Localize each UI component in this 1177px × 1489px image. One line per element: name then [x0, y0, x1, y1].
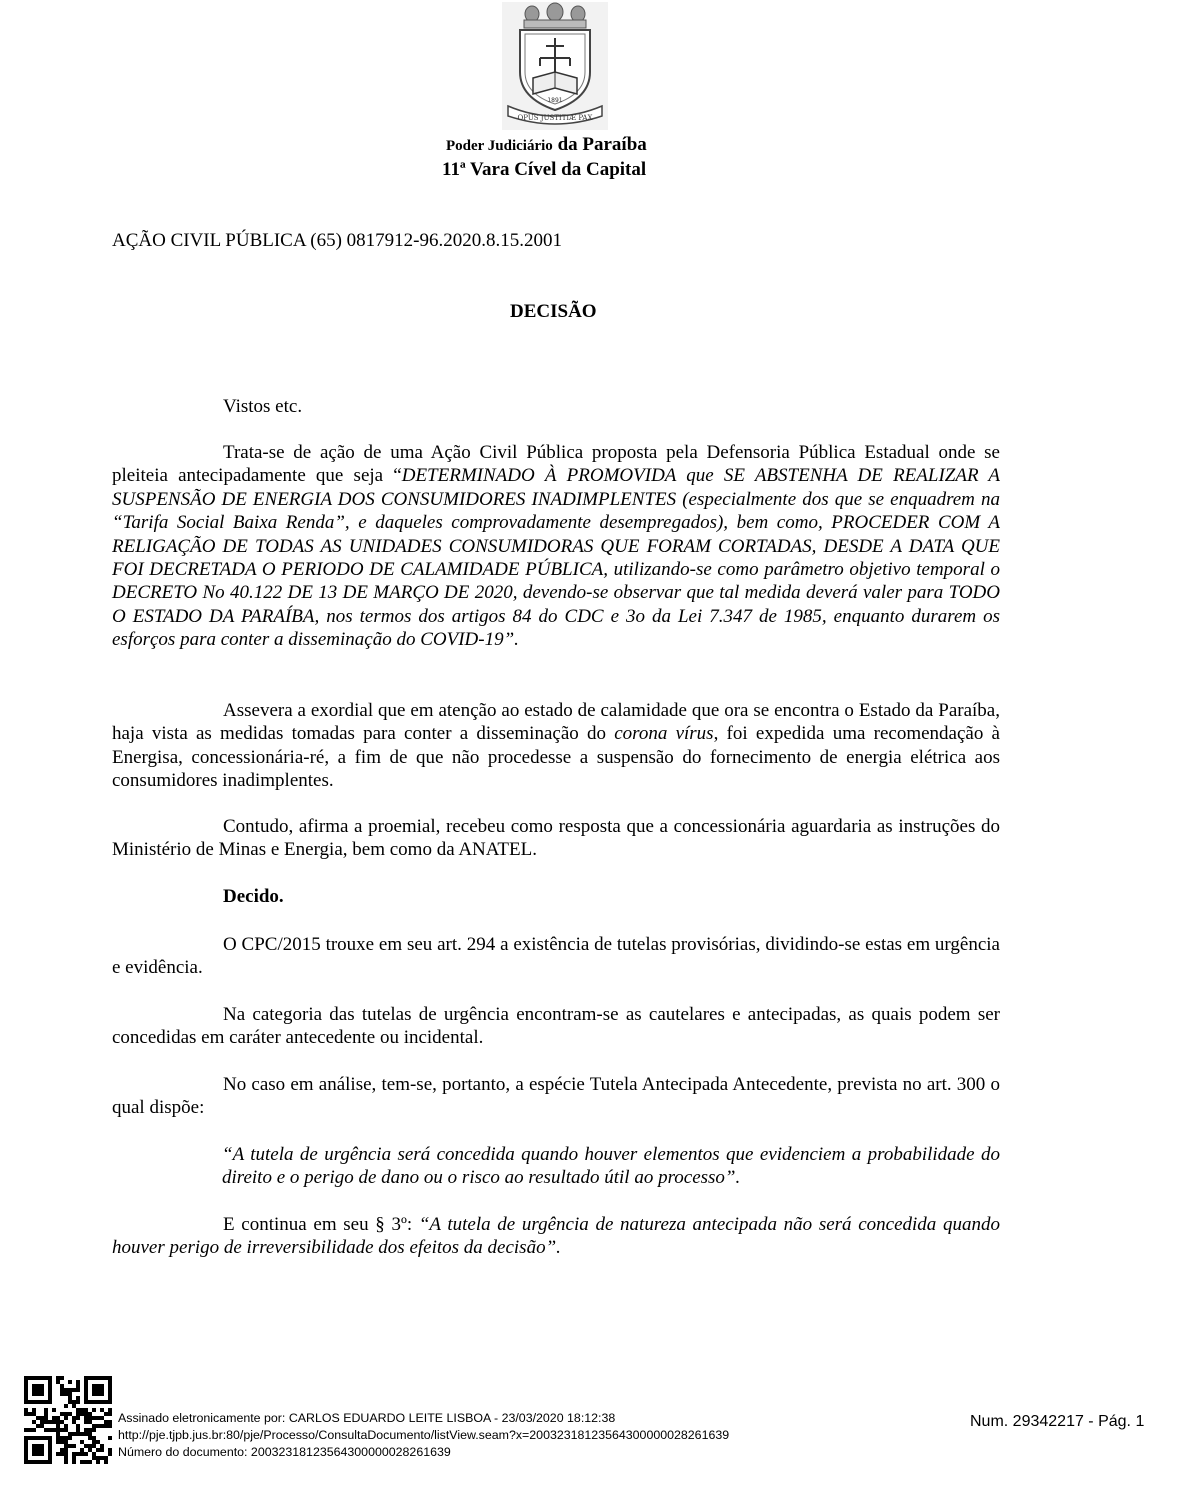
- paragraph-continua: [112, 1213, 1000, 1260]
- quote-art300: “A tutela de urgência será concedida quando houver elementos que evidenciem a probabilidade do direito e o perigo de dano ou o risco ao resultado útil ao processo”.: [222, 1144, 1000, 1189]
- paragraph-decido: Decido.: [223, 886, 284, 907]
- court-name: [446, 134, 647, 156]
- continua-italic: “A tutela de urgência de natureza antecipada não será concedida quando houver perigo de irreversibilidade dos efeitos da decisão”.: [112, 1214, 1000, 1259]
- emblem-motto: OPUS JUSTITIÆ PAX: [517, 114, 593, 122]
- exordial-italic: corona vírus: [614, 723, 714, 745]
- court-prefix: Poder Judiciário: [446, 138, 553, 154]
- paragraph-vistos: Vistos etc.: [223, 396, 303, 417]
- emblem-year: 1891: [547, 97, 563, 104]
- page-number: Num. 29342217 - Pág. 1: [970, 1413, 1145, 1430]
- paragraph-exordial: [112, 699, 1000, 793]
- document-title: DECISÃO: [510, 301, 597, 322]
- paragraph-caso: No caso em análise, tem-se, portanto, a espécie Tutela Antecipada Antecedente, prevista no art. 300 o qual dispõe:: [112, 1074, 1000, 1119]
- request-intro: Trata-se de ação de uma Ação Civil Pública proposta pela Defensoria Pública Estadual onde se pleiteia antecipadamente que seja “: [112, 442, 1000, 487]
- court-emblem: [502, 2, 608, 130]
- document-url[interactable]: http://pje.tjpb.jus.br:80/pje/Processo/ConsultaDocumento/listView.seam?x=20032318123564300000028261639: [118, 1428, 730, 1442]
- paragraph-categoria: Na categoria das tutelas de urgência encontram-se as cautelares e antecipadas, as quais podem ser concedidas em caráter antecedente ou incidental.: [112, 1004, 1000, 1049]
- signature-block: [118, 1410, 729, 1461]
- exordial-text-a: Assevera a exordial que em atenção ao estado de calamidade que ora se encontra o Estado da Paraíba, haja vista as medidas tomadas para conter a disseminação do: [112, 700, 1000, 745]
- continua-text: E continua em seu § 3º:: [223, 1214, 419, 1235]
- paragraph-cpc: O CPC/2015 trouxe em seu art. 294 a existência de tutelas provisórias, dividindo-se estas em urgência e evidência.: [112, 934, 1000, 979]
- exordial-text-b: , foi expedida uma recomendação à Energisa, concessionária-ré, a fim de que não procedesse a suspensão do fornecimento de energia elétrica aos consumidores inadimplentes.: [112, 723, 1000, 792]
- court-division: 11ª Vara Cível da Capital: [442, 159, 647, 180]
- signed-by: Assinado eletronicamente por: CARLOS EDUARDO LEITE LISBOA - 23/03/2020 18:12:38: [118, 1411, 616, 1425]
- court-suffix: da Paraíba: [552, 134, 647, 155]
- document-number: Número do documento: 20032318123564300000028261639: [118, 1445, 451, 1459]
- paragraph-request: [112, 441, 1000, 652]
- paragraph-proemial: Contudo, afirma a proemial, recebeu como resposta que a concessionária aguardaria as instruções do Ministério de Minas e Energia, bem como da ANATEL.: [112, 816, 1000, 861]
- process-number: AÇÃO CIVIL PÚBLICA (65) 0817912-96.2020.8.15.2001: [112, 230, 563, 251]
- signature-footer: [0, 1376, 1177, 1476]
- request-quote: DETERMINADO À PROMOVIDA que SE ABSTENHA DE REALIZAR A SUSPENSÃO DE ENERGIA DOS CONSUMIDORES INADIMPLENTES (especialmente dos que se enquadrem na “Tarifa Social Baixa Renda”, e daqueles comprovadamente desempregados), bem como, PROCEDER COM A RELIGAÇÃO DE TODAS AS UNIDADES CONSUMIDORAS QUE FORAM CORTADAS, DESDE A DATA QUE FOI DECRETADA O PERIODO DE CALAMIDADE PÚBLICA, utilizando-se como parâmetro objetivo temporal o DECRETO No 40.122 DE 13 DE MARÇO DE 2020, devendo-se observar que tal medida deverá valer para TODO O ESTADO DA PARAÍBA, nos termos dos artigos 84 do CDC e 3o da Lei 7.347 de 1985, enquanto durarem os esforços para conter a disseminação do COVID-19”.: [112, 465, 1001, 651]
- qr-code-icon[interactable]: [24, 1376, 112, 1464]
